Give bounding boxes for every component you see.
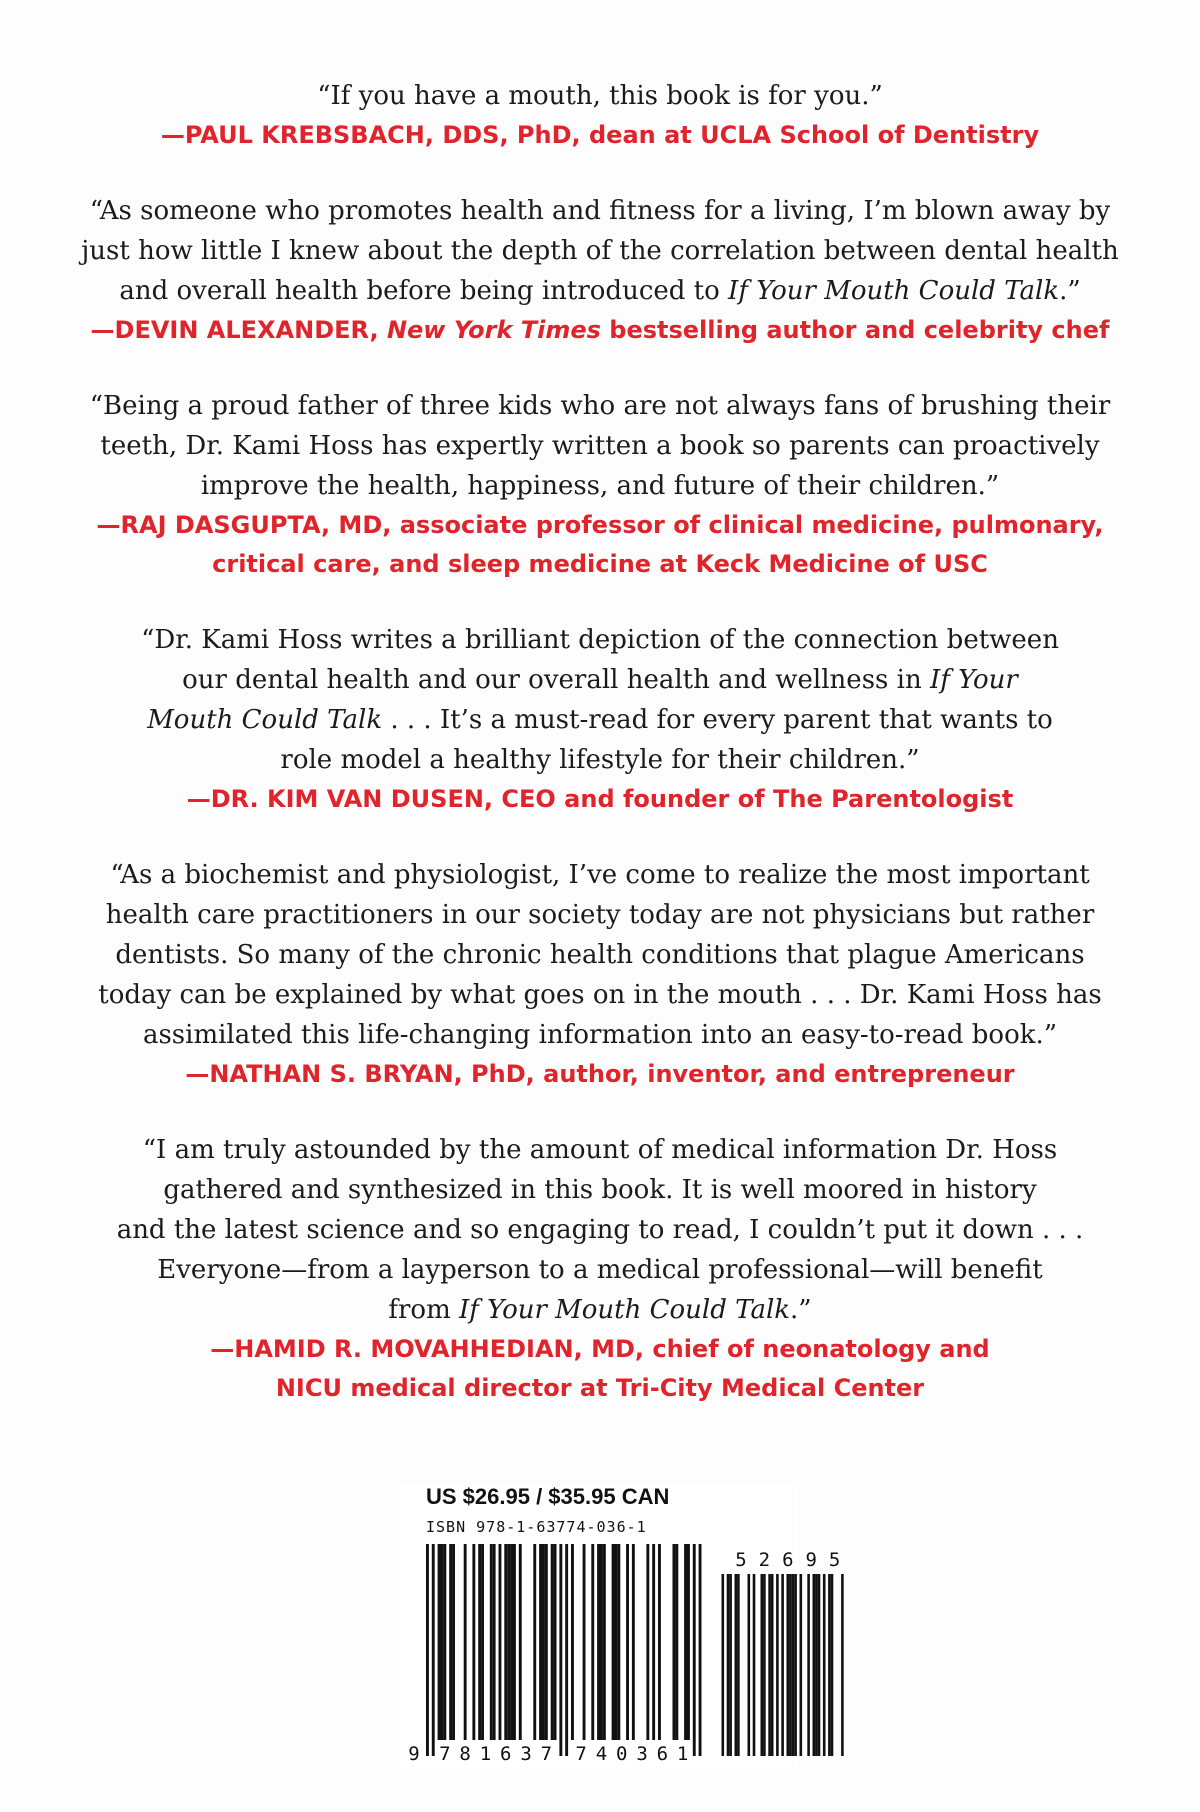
- barcode-bar: [490, 1544, 493, 1740]
- quote-line: [60, 191, 1140, 231]
- barcode-bar: [612, 1544, 615, 1740]
- quote-text: “Dr. Kami Hoss writes a brilliant depiction of the connection between: [141, 625, 1059, 655]
- addon-bar: [792, 1574, 795, 1756]
- quote-text: Everyone—from a layperson to a medical professional—will benefit: [157, 1255, 1043, 1285]
- barcode-bar: [591, 1544, 594, 1740]
- barcode-bar: [493, 1544, 496, 1740]
- quote-text: teeth, Dr. Kami Hoss has expertly written a book so parents can proactively: [100, 431, 1100, 461]
- ean-digit: 7: [439, 1743, 451, 1765]
- barcode-bar: [675, 1544, 678, 1740]
- quote-text: health care practitioners in our society today are not physicians but rather: [105, 900, 1095, 930]
- attribution-text: NICU medical director at Tri-City Medical Center: [275, 1374, 925, 1402]
- addon-bar: [735, 1574, 738, 1756]
- isbn-label: ISBN 978-1-63774-036-1: [426, 1518, 647, 1536]
- quote-line: [60, 660, 1140, 700]
- quote-line: [60, 231, 1140, 271]
- barcode-bar: [542, 1544, 545, 1740]
- barcode-bar: [507, 1544, 510, 1740]
- endorsement-quote: [60, 1130, 1140, 1330]
- barcode-bar: [652, 1544, 655, 1740]
- barcode-block: [398, 1484, 841, 1774]
- book-title-italic: If Your Mouth Could Talk: [728, 276, 1060, 306]
- attribution-line: [60, 311, 1140, 350]
- attribution-text: bestselling author and celebrity chef: [600, 316, 1110, 344]
- book-title-italic: If Your: [929, 665, 1018, 695]
- addon-digit: 6: [782, 1549, 794, 1571]
- quote-text: today can be explained by what goes on in the mouth . . . Dr. Kami Hoss has: [98, 980, 1102, 1010]
- quote-line: [60, 1250, 1140, 1290]
- addon-bar: [787, 1574, 790, 1756]
- barcode-bar: [687, 1544, 690, 1740]
- endorsement-attribution: [60, 1330, 1140, 1408]
- addon-bar: [753, 1574, 756, 1756]
- quote-line: [60, 426, 1140, 466]
- quote-line: [60, 386, 1140, 426]
- addon-bar: [768, 1574, 771, 1756]
- ean-digit: 0: [616, 1743, 628, 1765]
- quote-text: from: [388, 1295, 459, 1325]
- barcode-bar: [545, 1544, 548, 1740]
- barcode-bar: [510, 1544, 513, 1740]
- quote-text: just how little I knew about the depth of the correlation between dental health: [81, 236, 1119, 266]
- quote-text: assimilated this life-changing information into an easy-to-read book.”: [142, 1020, 1058, 1050]
- barcode-bar: [559, 1544, 562, 1756]
- barcode-bar: [554, 1544, 557, 1740]
- quote-line: [60, 1210, 1140, 1250]
- quote-text: .”: [790, 1295, 812, 1325]
- endorsement-attribution: [60, 1055, 1140, 1094]
- quote-line: [60, 895, 1140, 935]
- quote-line: [60, 975, 1140, 1015]
- addon-bar: [737, 1574, 740, 1756]
- addon-bar: [771, 1574, 774, 1756]
- quote-text: “If you have a mouth, this book is for you.”: [317, 81, 883, 111]
- barcode-bar: [617, 1544, 620, 1740]
- barcode-bar: [441, 1544, 444, 1740]
- barcode-bar: [539, 1544, 542, 1740]
- ean-digit: 1: [479, 1743, 492, 1765]
- endorsement: [60, 191, 1140, 350]
- addon-bar: [794, 1574, 797, 1756]
- quote-text: dentists. So many of the chronic health conditions that plague Americans: [115, 940, 1085, 970]
- book-title-italic: Mouth Could Talk: [147, 705, 383, 735]
- addon-bar: [748, 1574, 751, 1756]
- attribution-text: —RAJ DASGUPTA, MD, associate professor of clinical medicine, pulmonary,: [96, 511, 1104, 539]
- barcode-bar: [438, 1544, 441, 1740]
- quote-text: “I am truly astounded by the amount of medical information Dr. Hoss: [142, 1135, 1058, 1165]
- quote-text: our dental health and our overall health and wellness in: [182, 665, 930, 695]
- attribution-line: [60, 1055, 1140, 1094]
- barcode-bar: [684, 1544, 687, 1740]
- ean-digit: 7: [575, 1743, 587, 1765]
- addon-bar: [781, 1574, 784, 1756]
- barcode-bar: [452, 1544, 455, 1740]
- barcode-bar: [626, 1544, 629, 1740]
- endorsement-attribution: [60, 116, 1140, 155]
- attribution-text: —PAUL KREBSBACH, DDS, PhD, dean at UCLA School of Dentistry: [160, 121, 1040, 149]
- barcode-bar: [632, 1544, 635, 1740]
- quote-line: [60, 855, 1140, 895]
- endorsement: [60, 76, 1140, 155]
- ean-digit: 3: [520, 1743, 532, 1765]
- endorsement-quote: [60, 191, 1140, 311]
- attribution-line: [60, 545, 1140, 584]
- attribution-text: —DEVIN ALEXANDER,: [90, 316, 387, 344]
- barcode-bar: [600, 1544, 603, 1740]
- quote-text: improve the health, happiness, and future of their children.”: [200, 471, 1000, 501]
- attribution-text: critical care, and sleep medicine at Keck Medicine of USC: [212, 550, 988, 578]
- attribution-line: [60, 116, 1140, 155]
- barcode-bar: [615, 1544, 618, 1740]
- barcode-bar: [583, 1544, 586, 1740]
- barcode-bar: [499, 1544, 502, 1740]
- quote-line: [60, 466, 1140, 506]
- endorsement-attribution: [60, 780, 1140, 819]
- attribution-line: [60, 780, 1140, 819]
- endorsement-quote: [60, 386, 1140, 506]
- quote-text: .”: [1059, 276, 1081, 306]
- barcode-bar: [432, 1544, 435, 1756]
- barcode-bar: [603, 1544, 606, 1740]
- endorsement: [60, 1130, 1140, 1408]
- barcode-bar: [443, 1544, 446, 1740]
- ean-digit: 4: [595, 1743, 608, 1765]
- ean-digit: 8: [459, 1743, 471, 1765]
- quote-text: “Being a proud father of three kids who are not always fans of brushing their: [89, 391, 1111, 421]
- quote-text: role model a healthy lifestyle for their children.”: [280, 745, 920, 775]
- quote-line: [60, 620, 1140, 660]
- addon-bar: [722, 1574, 725, 1756]
- ean-digit: 7: [540, 1743, 553, 1765]
- barcode-bar: [464, 1544, 467, 1740]
- ean-digit: 9: [408, 1743, 420, 1765]
- quote-line: [60, 1170, 1140, 1210]
- endorsement-quote: [60, 855, 1140, 1055]
- attribution-line: [60, 1330, 1140, 1369]
- ean-digit: 1: [676, 1743, 689, 1765]
- endorsement-quote: [60, 620, 1140, 780]
- quote-text: gathered and synthesized in this book. It is well moored in history: [163, 1175, 1037, 1205]
- addon-bar: [776, 1574, 779, 1756]
- quote-line: [60, 935, 1140, 975]
- quote-line: [60, 76, 1140, 116]
- addon-bar: [815, 1574, 818, 1756]
- addon-bar: [761, 1574, 764, 1756]
- addon-bar: [800, 1574, 803, 1756]
- barcode-bar: [504, 1544, 507, 1740]
- endorsement: [60, 386, 1140, 584]
- attribution-text: —DR. KIM VAN DUSEN, CEO and founder of The Parentologist: [186, 785, 1014, 813]
- barcode-bar: [533, 1544, 536, 1740]
- ean-digit: 6: [656, 1743, 669, 1765]
- addon-digit: 5: [735, 1549, 747, 1571]
- ean-barcode: [398, 1540, 841, 1774]
- addon-bar: [813, 1574, 816, 1756]
- addon-bar: [729, 1574, 732, 1756]
- barcode-bar: [519, 1544, 522, 1740]
- price-label: US $26.95 / $35.95 CAN: [426, 1484, 670, 1509]
- quote-text: “As someone who promotes health and fitness for a living, I’m blown away by: [89, 196, 1111, 226]
- barcode-bar: [673, 1544, 676, 1740]
- addon-digit: 5: [828, 1549, 841, 1571]
- addon-bar: [818, 1574, 821, 1756]
- attribution-line: [60, 1369, 1140, 1408]
- quote-line: [60, 700, 1140, 740]
- addon-bar: [727, 1574, 730, 1756]
- barcode-bar: [597, 1544, 600, 1740]
- endorsement-attribution: [60, 506, 1140, 584]
- barcode-bar: [565, 1544, 568, 1756]
- ean-digit: 6: [500, 1743, 512, 1765]
- barcode-bar: [646, 1544, 649, 1740]
- addon-bar: [763, 1574, 766, 1756]
- attribution-line: [60, 506, 1140, 545]
- ean-digit: 3: [636, 1743, 648, 1765]
- barcode-bar: [699, 1544, 702, 1756]
- quote-line: [60, 740, 1140, 780]
- barcode-bar: [551, 1544, 554, 1740]
- book-title-italic: If Your Mouth Could Talk: [459, 1295, 791, 1325]
- barcode-bar: [426, 1544, 429, 1756]
- publication-italic: New York Times: [386, 316, 601, 344]
- barcode-bar: [481, 1544, 484, 1740]
- barcode-bar: [693, 1544, 696, 1756]
- endorsement: [60, 855, 1140, 1094]
- quote-line: [60, 1130, 1140, 1170]
- quote-line: [60, 271, 1140, 311]
- quote-text: . . . It’s a must-read for every parent that wants to: [382, 705, 1053, 735]
- barcode-bar: [449, 1544, 452, 1740]
- barcode-bar: [472, 1544, 475, 1740]
- addon-bar: [789, 1574, 792, 1756]
- quote-text: and the latest science and so engaging to read, I couldn’t put it down . . .: [116, 1215, 1084, 1245]
- addon-digit: 2: [758, 1549, 771, 1571]
- endorsement-quote: [60, 76, 1140, 116]
- barcode-bar: [513, 1544, 516, 1740]
- quote-line: [60, 1290, 1140, 1330]
- quote-text: and overall health before being introduced to: [119, 276, 729, 306]
- endorsement: [60, 620, 1140, 819]
- addon-bar: [828, 1574, 831, 1756]
- quote-line: [60, 1015, 1140, 1055]
- attribution-text: —NATHAN S. BRYAN, PhD, author, inventor, and entrepreneur: [185, 1060, 1015, 1088]
- endorsement-attribution: [60, 311, 1140, 350]
- addon-bar: [823, 1574, 826, 1756]
- barcode-bar: [478, 1544, 481, 1740]
- barcode-bar: [658, 1544, 661, 1740]
- quote-text: “As a biochemist and physiologist, I’ve come to realize the most important: [110, 860, 1090, 890]
- addon-bar: [807, 1574, 810, 1756]
- barcode-bar: [571, 1544, 574, 1740]
- addon-bar: [831, 1574, 834, 1756]
- addon-bar: [841, 1574, 844, 1756]
- addon-digit: 9: [805, 1549, 817, 1571]
- attribution-text: —HAMID R. MOVAHHEDIAN, MD, chief of neonatology and: [210, 1335, 990, 1363]
- endorsements: [60, 76, 1140, 1444]
